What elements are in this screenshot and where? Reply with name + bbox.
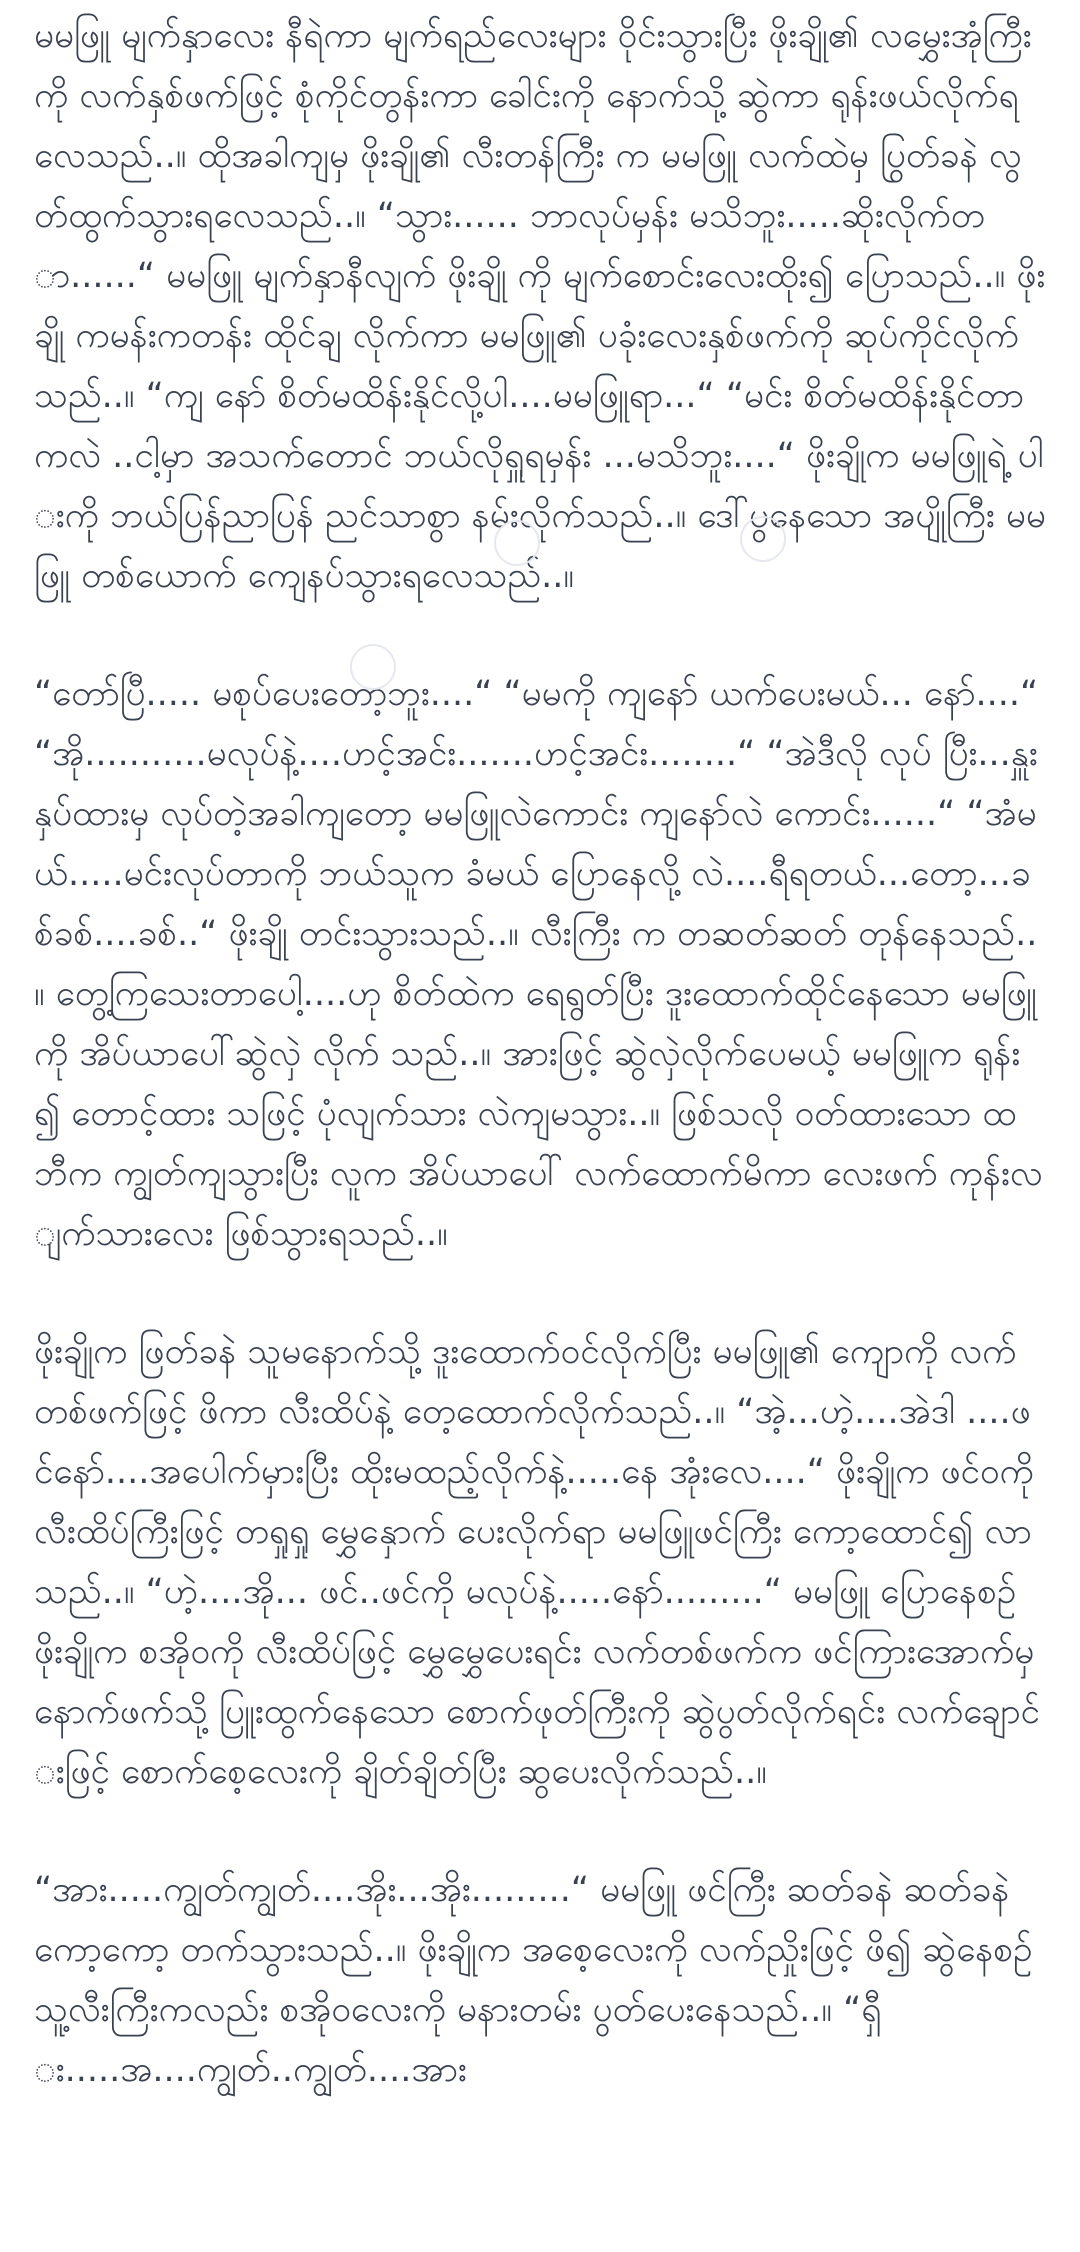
paragraph-4: “အား.....ကျွတ်ကျွတ်....အိုး...အိုး.........“ မမဖြူ ဖင်ကြီး ဆတ်ခနဲ ဆတ်ခနဲ ကော့ကော့ တက်သွားသည်..။ ဖိုးချိုက အစေ့လေးကို လက်ညှိုးဖြင့် ဖိ၍ ဆွဲနေစဉ် သူ့လီးကြီးကလည်း စအိုဝလေးကို မနားတမ်း ပွတ်ပေးနေသည်..။ “ရှီး.....အ....ကျွတ်..ကျွတ်....အား bbox=[34, 1870, 1033, 2090]
paragraph-1: မမဖြူ မျက်နှာလေး နီရဲကာ မျက်ရည်လေးများ ဝိုင်းသွားပြီး ဖိုးချို၏ လမွှေးအုံကြီးကို လက်နှစ်ဖက်ဖြင့် စုံကိုင်တွန်းကာ ခေါင်းကို နောက်သို့ ဆွဲကာ ရုန်းဖယ်လိုက်ရလေသည်..။ ထိုအခါကျမှ ဖိုးချို၏ လီးတန်ကြီး က မမဖြူ လက်ထဲမှ ပြွတ်ခနဲ လွတ်ထွက်သွားရလေသည်..။ “သွား...... ဘာလုပ်မှန်း မသိဘူး.....ဆိုးလိုက်တာ......“ မမဖြူ မျက်နှာနီလျက် ဖိုးချို ကို မျက်စောင်းလေးထိုး၍ ပြောသည်..။ ဖိုးချို ကမန်းကတန်း ထိုင်ချ လိုက်ကာ မမဖြူ၏ ပခုံးလေးနှစ်ဖက်ကို ဆုပ်ကိုင်လိုက်သည်..။ “ကျ နော် စိတ်မထိန်းနိုင်လို့ပါ....မမဖြူရာ...“ “မင်း စိတ်မထိန်းနိုင်တာကလဲ ..ငါ့မှာ အသက်တောင် ဘယ်လိုရှူရမှန်း ...မသိဘူး....“ ဖိုးချိုက မမဖြူရဲ့ ပါးကို ဘယ်ပြန်ညာပြန် ညင်သာစွာ နမ်းလိုက်သည်..။ ဒေါ်ပွနေသော အပျိုကြီး မမဖြူ တစ်ယောက် ကျေနပ်သွားရလေသည်..။ bbox=[34, 16, 1046, 596]
story-text bbox=[34, 6, 1046, 2158]
paragraph-3: ဖိုးချိုက ဖြတ်ခနဲ သူမနောက်သို့ ဒူးထောက်ဝင်လိုက်ပြီး မမဖြူ၏ ကျောကို လက်တစ်ဖက်ဖြင့် ဖိကာ လီးထိပ်နဲ့ တေ့ထောက်လိုက်သည်..။ “အဲ့...ဟဲ့....အဲဒါ ....ဖင်နော်....အပေါက်မှားပြီး ထိုးမထည့်လိုက်နဲ့.....နေ အုံးလေ....“ ဖိုးချိုက ဖင်ဝကို လီးထိပ်ကြီးဖြင့် တရှုရှု မွှေနှောက် ပေးလိုက်ရာ မမဖြူဖင်ကြီး ကော့ထောင်၍ လာသည်..။ “ဟဲ့....အို... ဖင်..ဖင်ကို မလုပ်နဲ့.....နော်.........“ မမဖြူ ပြောနေစဉ် ဖိုးချိုက စအိုဝကို လီးထိပ်ဖြင့် မွှေမွှေပေးရင်း လက်တစ်ဖက်က ဖင်ကြားအောက်မှ နောက်ဖက်သို့ ပြူးထွက်နေသော စောက်ဖုတ်ကြီးကို ဆွဲပွတ်လိုက်ရင်း လက်ချောင်းဖြင့် စောက်စေ့လေးကို ချိတ်ချိတ်ပြီး ဆွပေးလိုက်သည်..။ bbox=[34, 1332, 1040, 1792]
paragraph-2: “တော်ပြီ..... မစုပ်ပေးတော့ဘူး....“ “မမကို ကျနော် ယက်ပေးမယ်... နော်....“ “အို...........မလုပ်နဲ့....ဟင့်အင်း.......ဟင့်အင်း........“ “အဲဒီလို လုပ် ပြီး...နှူးနှပ်ထားမှ လုပ်တဲ့အခါကျတော့ မမဖြူလဲကောင်း ကျနော်လဲ ကောင်း......“ “အံမယ်.....မင်းလုပ်တာကို ဘယ်သူက ခံမယ် ပြောနေလို့ လဲ....ရီရတယ်...တော့...ခစ်ခစ်....ခစ်..“ ဖိုးချို တင်းသွားသည်..။ လီးကြီး က တဆတ်ဆတ် တုန်နေသည်..။ တွေ့ကြသေးတာပေါ့....ဟု စိတ်ထဲက ရေရွတ်ပြီး ဒူးထောက်ထိုင်နေသော မမဖြူကို အိပ်ယာပေါ်ဆွဲလှဲ လိုက် သည်..။ အားဖြင့် ဆွဲလှဲလိုက်ပေမယ့် မမဖြူက ရုန်း၍ တောင့်ထား သဖြင့် ပုံလျက်သား လဲကျမသွား..။ ဖြစ်သလို ဝတ်ထားသော ထဘီက ကျွတ်ကျသွားပြီး လူက အိပ်ယာပေါ် လက်ထောက်မိကာ လေးဖက် ကုန်းလျက်သားလေး ဖြစ်သွားရသည်..။ bbox=[34, 674, 1043, 1254]
